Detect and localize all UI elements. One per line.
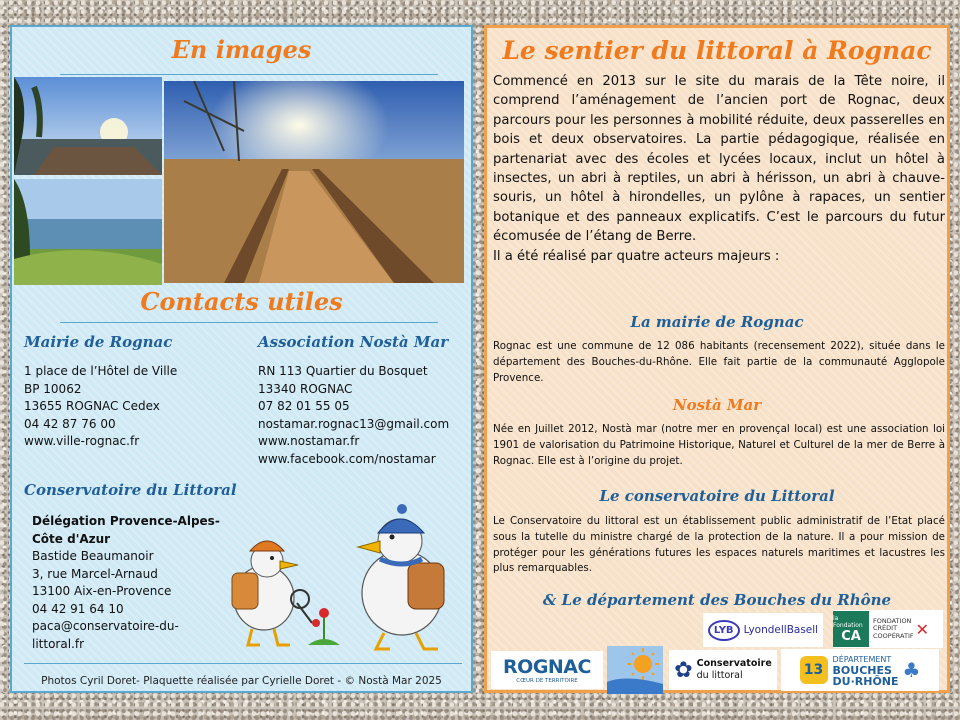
departement-section-heading: & Le département des Bouches du Rhône — [542, 591, 892, 609]
ca-mark — [833, 611, 869, 647]
seagull-hiker-icon — [232, 541, 312, 645]
conservatoire-line: 13100 Aix-en-Provence — [32, 584, 172, 598]
fondation-cc-line: FONDATION — [873, 616, 912, 625]
fondation-cc-line: COOPÉRATIF — [873, 631, 914, 640]
lyondellbasell-logo — [703, 613, 823, 647]
conservatoire-email-link[interactable]: littoral.fr — [32, 636, 85, 651]
mairie-heading: Mairie de Rognac — [24, 333, 173, 351]
rognac-text: ROGNAC — [503, 656, 591, 678]
rognac-logo — [491, 651, 603, 689]
association-address — [258, 363, 449, 468]
conservatoire-email-link[interactable]: paca@conservatoire-du- — [32, 619, 179, 633]
conservatoire-line: 3, rue Marcel-Arnaud — [32, 566, 158, 581]
divider — [24, 663, 462, 664]
conservatoire-logo-text — [697, 658, 772, 682]
association-phone: 07 82 01 55 05 — [258, 399, 350, 413]
intro-text: Commencé en 2013 sur le site du marais de la Tête noire, il comprend l’aménagement de l’ancien port de Rognac, deux parcours pour les personnes à mobilité réduite, deux passerelles en bois et deux observatoires. La partie pédagogique, réalisée en partenariat avec des écoles et lycées locaux, inclut un hôtel à insectes, un abri à reptiles, un abri à hérisson, un abri à chauve-souris, un hôtel à hirondelles, un pylône à rapaces, un sentier botanique et des panneaux explicatifs. C’est le parcours du futur écomusée de l’étang de Berre. — [493, 74, 945, 245]
association-line: RN 113 Quartier du Bosquet — [258, 364, 428, 378]
seagull-illustration — [212, 493, 462, 653]
mairie-line: 13655 ROGNAC Cedex — [24, 399, 160, 413]
page-title: Le sentier du littoral à Rognac — [502, 36, 932, 65]
nosta-section-heading: Nostà Mar — [672, 396, 762, 414]
contacts-title: Contacts utiles — [140, 287, 343, 316]
divider — [60, 74, 438, 75]
photo-pontoon — [14, 77, 162, 175]
photo-lake — [14, 179, 162, 285]
photo-boardwalk — [164, 81, 464, 283]
departement-logo — [781, 649, 939, 691]
departement-logo-line: DU·RHÔNE — [832, 674, 899, 688]
conservatoire-delegation: Délégation Provence-Alpes- — [32, 514, 220, 528]
conservatoire-heading: Conservatoire du Littoral — [24, 481, 237, 499]
intro-paragraph — [493, 72, 945, 266]
fondation-ca-logo — [833, 610, 943, 648]
conservatoire-logo-line: du littoral — [696, 670, 743, 681]
ca-mark-label: la Fondation — [833, 614, 863, 629]
conservatoire-logo-line: Conservatoire — [696, 658, 772, 669]
seagull-walker-icon — [358, 504, 444, 649]
mairie-website-link[interactable]: www.ville-rognac.fr — [24, 434, 140, 448]
mairie-section-text: Rognac est une commune de 12 086 habitants (recensement 2022), située dans le département des Bouches-du-Rhône. Elle fait partie de la communauté Agglopole Provence. — [493, 340, 945, 384]
mairie-line: BP 10062 — [24, 381, 82, 396]
departement-logo-line: DÉPARTEMENT — [832, 654, 892, 664]
ca-mark-letters: CA — [841, 628, 861, 644]
association-website-link[interactable]: www.nostamar.fr — [258, 434, 360, 448]
divider — [60, 322, 438, 323]
conservatoire-phone: 04 42 91 64 10 — [32, 601, 124, 616]
images-title: En images — [171, 35, 312, 64]
flower-mark-icon: ✿ — [674, 657, 693, 683]
right-panel — [484, 25, 950, 693]
flower-icon — [308, 608, 340, 645]
departement-mark-icon: 13 — [800, 656, 828, 684]
left-panel — [10, 25, 473, 693]
departement-logo-text — [833, 654, 899, 687]
tree-icon: ♣ — [902, 658, 921, 682]
conservatoire-section-heading: Le conservatoire du Littoral — [599, 487, 835, 505]
association-email-link[interactable]: nostamar.rognac13@gmail.com — [258, 416, 450, 431]
conservatoire-section-text: Le Conservatoire du littoral est un établissement public administratif de l’Etat placé sous la tutelle du ministre chargé de la protection de la nature. Il a pour mission de protéger pour les générations futures les espaces naturels maritimes et lacustres les plus remarquables. — [493, 515, 945, 575]
nosta-section-text: Née en Juillet 2012, Nostà mar (notre mer en provençal local) est une association loi 1901 de valorisation du Patrimoine Historique, Naturel et Culturel de la mer de Berre à Rognac. Elle est à l’origine du projet. — [493, 423, 945, 467]
conservatoire-line: Bastide Beaumanoir — [32, 549, 154, 563]
conservatoire-delegation: Côte d'Azur — [32, 531, 111, 546]
rognac-subtext: CŒUR DE TERRITOIRE — [516, 678, 578, 684]
association-line: 13340 ROGNAC — [258, 381, 353, 396]
mairie-address — [24, 363, 177, 451]
lyb-mark: LYB — [708, 620, 740, 641]
lyondell-text: LyondellBasell — [743, 624, 819, 636]
mairie-section-heading: La mairie de Rognac — [630, 313, 804, 331]
sun-sea-logo-icon — [605, 640, 665, 698]
mairie-phone: 04 42 87 76 00 — [24, 416, 116, 431]
conservatoire-address — [32, 513, 220, 653]
departement-logo-line: BOUCHES — [832, 663, 892, 677]
fondation-cc-text — [873, 618, 914, 641]
conservatoire-logo — [669, 650, 777, 690]
association-facebook-link[interactable]: www.facebook.com/nostamar — [258, 451, 436, 466]
photo-credit: Photos Cyril Doret- Plaquette réalisée par Cyrielle Doret - © Nostà Mar 2025 — [41, 675, 442, 687]
actors-text: Il a été réalisé par quatre acteurs majeurs : — [493, 248, 780, 264]
association-heading: Association Nostà Mar — [258, 333, 449, 351]
fondation-cc-line: CRÉDIT — [873, 624, 898, 633]
mairie-line: 1 place de l’Hôtel de Ville — [24, 364, 178, 378]
fondation-cc-icon: ✕ — [915, 619, 930, 639]
